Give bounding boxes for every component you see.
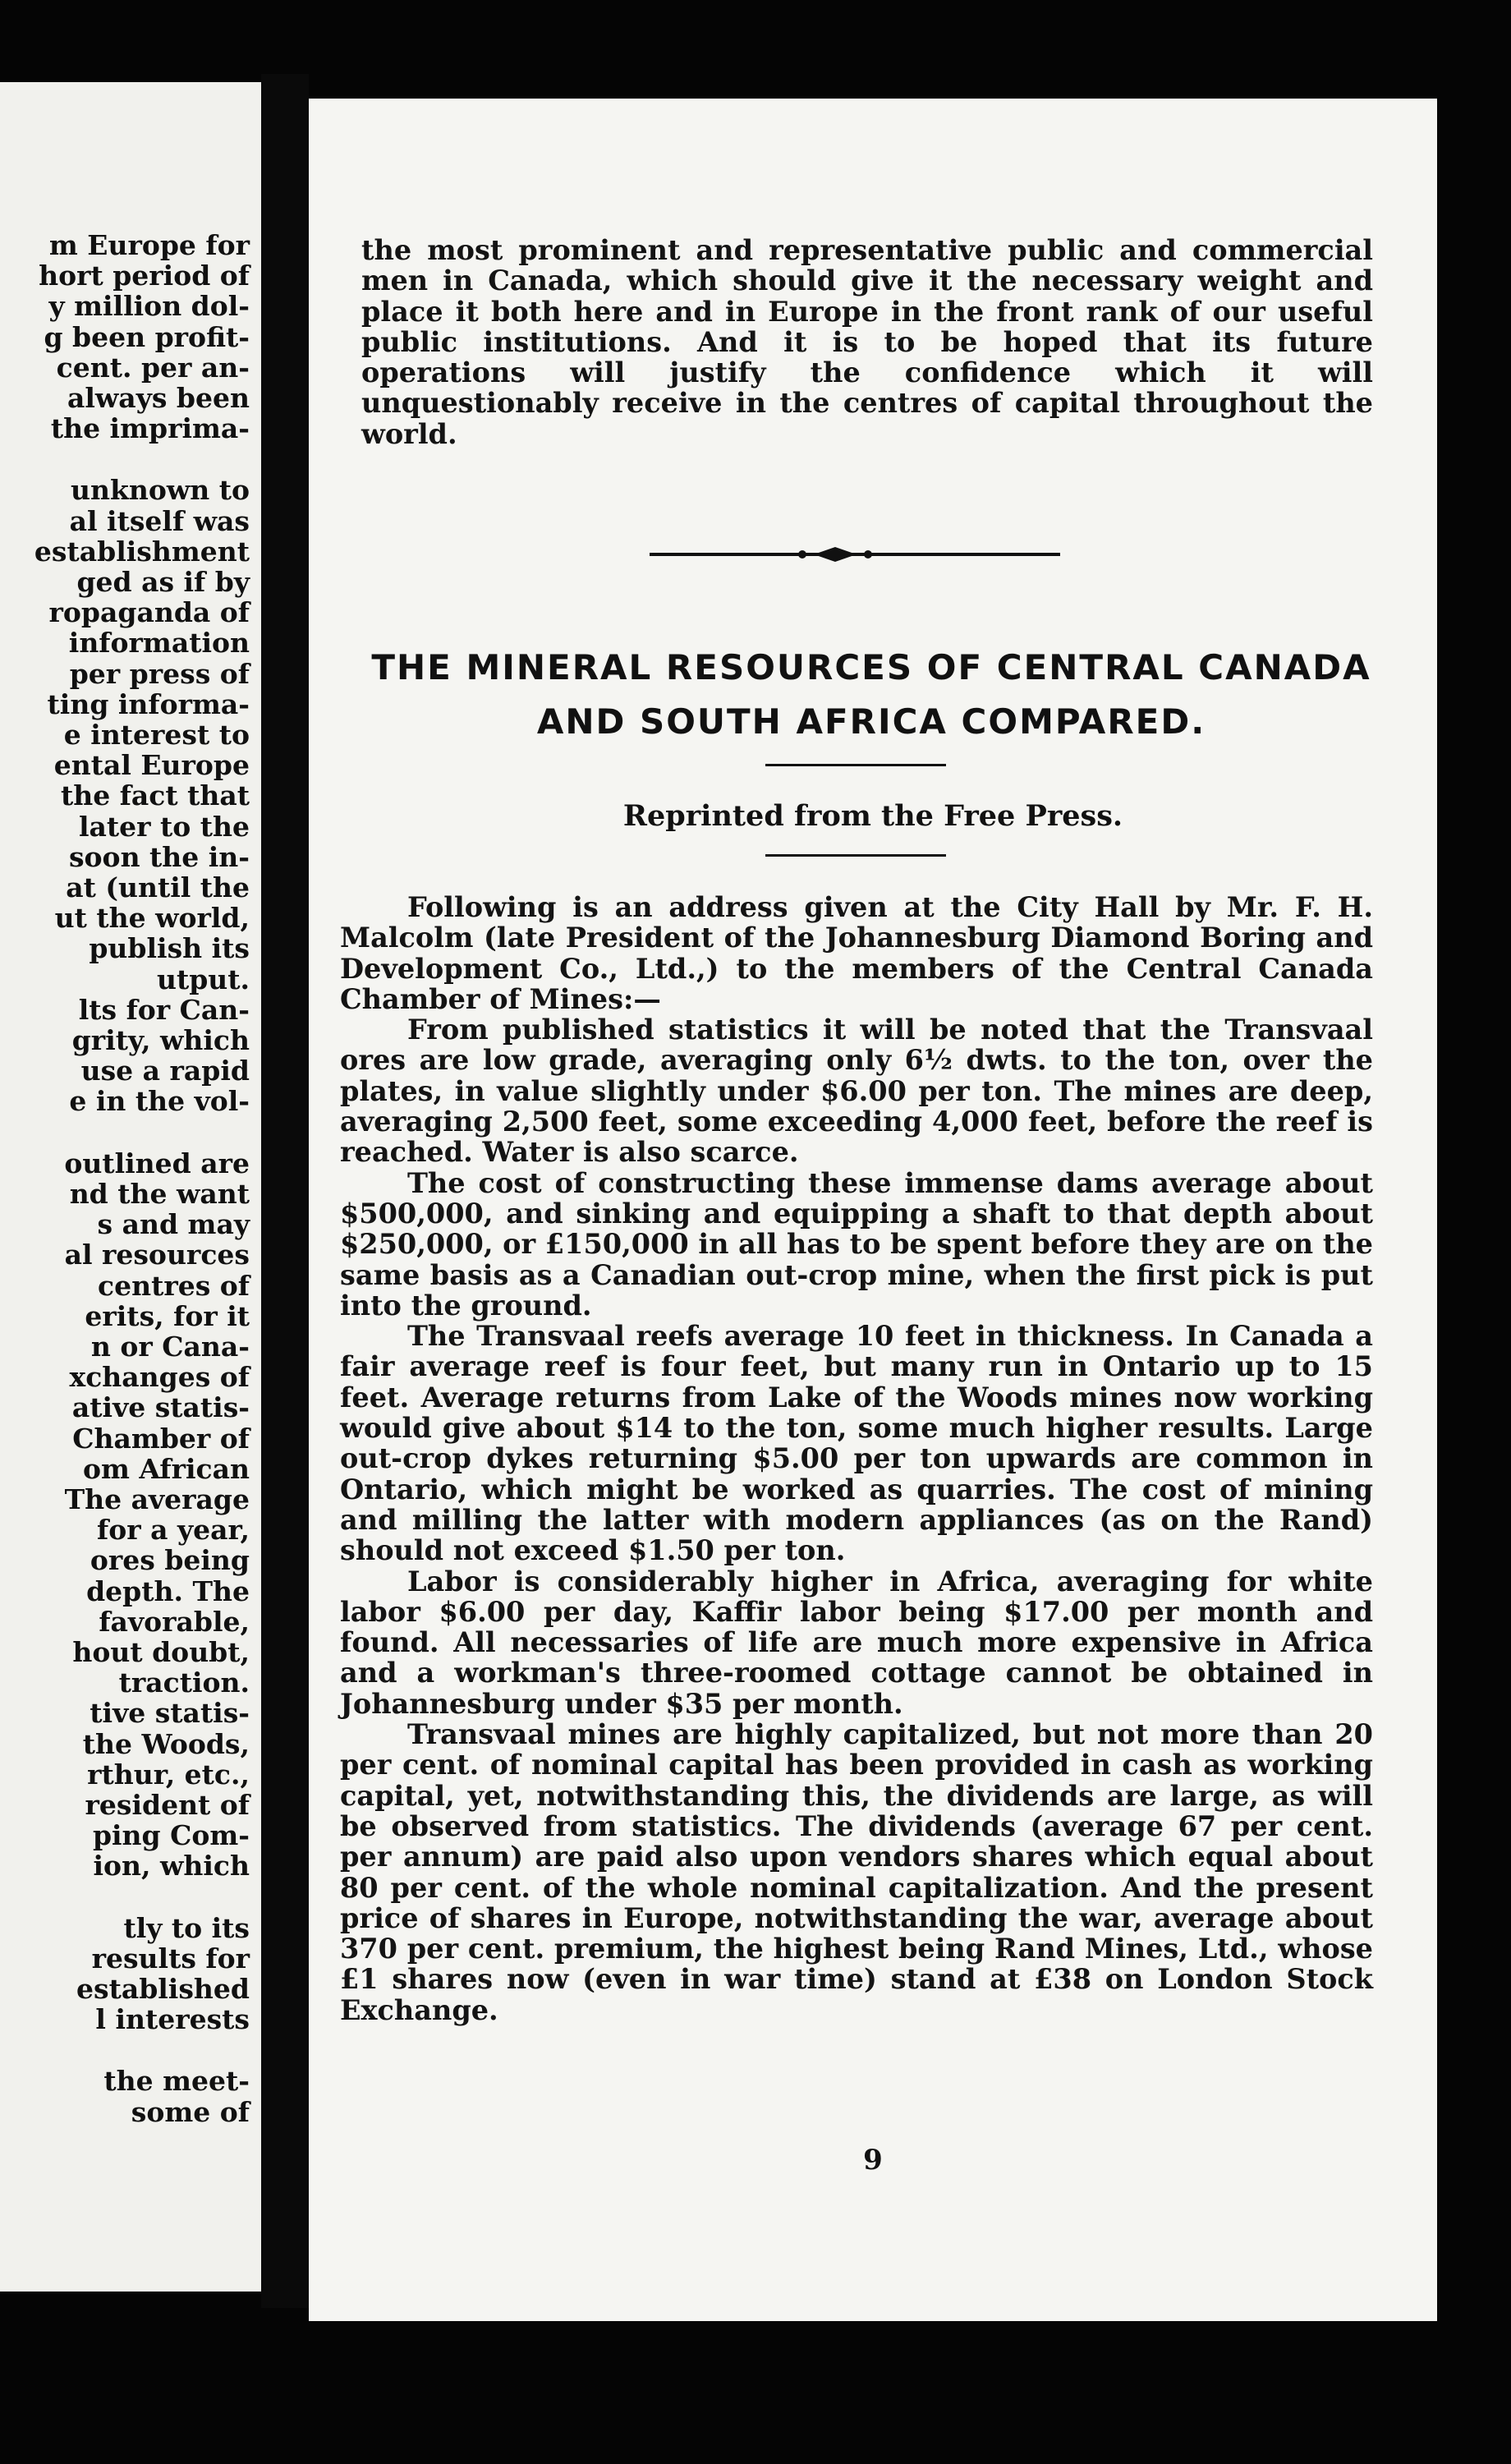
left-page-line: m Europe for (48, 229, 250, 261)
left-page-line: ged as if by (76, 566, 250, 599)
left-page-line: ting informa- (47, 687, 250, 720)
title-rule (765, 764, 946, 766)
left-page-line: at (until the (66, 871, 250, 904)
left-page-text-column (0, 230, 250, 2127)
paragraph: Transvaal mines are highly capitalized, but not more than 20 per cent. of nominal capital has been provided in cash as working capital, yet, notwithstanding this, the dividends are large, as will be observed from statistics. The dividends (average 67 per cent. per annum) are paid also upon vendors shares which equal about 80 per cent. of the whole nominal capitalization. And the present price of shares in Europe, notwithstanding the war, average about 370 per cent. premium, the highest being Rand Mines, Ltd., whose £1 shares now (even in war time) stand at £38 on London Stock Exchange. (340, 1718, 1373, 2026)
paragraph: From published statistics it will be noted that the Transvaal ores are low grade, averaging only 6½ dwts. to the ton, over the plates, in value slightly under $6.00 per ton. The mines are deep, averaging 2,500 feet, some exceeding 4,000 feet, before the reef is reached. Water is also scarce. (340, 1014, 1373, 1169)
left-page-line: ping Com- (92, 1819, 250, 1852)
left-page-line: established (76, 1972, 250, 2005)
left-page-line: the Woods, (82, 1727, 250, 1760)
left-page-line: om African (82, 1452, 250, 1485)
left-page-line: publish its (89, 932, 250, 965)
book-gutter (261, 74, 309, 2308)
left-page-line: for a year, (97, 1514, 250, 1547)
left-page-line: xchanges of (69, 1361, 250, 1394)
left-lines-e (0, 2066, 250, 2126)
left-page-line: ental Europe (53, 749, 250, 782)
paragraph: Labor is considerably higher in Africa, averaging for white labor $6.00 per day, Kaffir labor being $17.00 per month and found. All necessaries of life are much more expensive in Africa and a workman's three-roomed cottage cannot be obtained in Johannesburg under $35 per month. (340, 1565, 1373, 1720)
left-page-line: l interests (95, 2003, 250, 2036)
left-page-line: results for (91, 1942, 250, 1974)
left-page-line: The average (64, 1483, 250, 1515)
left-page-line: hort period of (39, 260, 250, 292)
left-page-line: ores being (90, 1544, 250, 1577)
paragraph: The Transvaal reefs average 10 feet in thickness. In Canada a fair average reef is four feet, but many run in Ontario up to 15 feet. Average returns from Lake of the Woods mines now working would give about $14 to the ton, some much higher results. Large out-crop dykes returning $5.00 per ton upwards are common in Ontario, which might be worked as quarries. The cost of mining and milling the latter with modern appliances (as on the Rand) should not exceed $1.50 per ton. (340, 1320, 1373, 1567)
ornament-divider (650, 542, 1060, 567)
left-page-line: ative statis- (71, 1391, 250, 1424)
right-page (309, 99, 1437, 2321)
paragraph: Following is an address given at the City Hall by Mr. F. H. Malcolm (late President of the Johannesburg Diamond Boring and Development Co., Ltd.,) to the members of the Central Canada Chamber of Mines:— (340, 891, 1373, 1015)
left-page-line: al resources (64, 1239, 250, 1271)
left-page-line: resident of (85, 1788, 250, 1821)
left-page-line: s and may (97, 1208, 250, 1241)
left-page-line: depth. The (86, 1574, 250, 1607)
left-page-line: the meet- (103, 2065, 250, 2098)
left-lines-a (0, 230, 250, 444)
left-page-line: y million dol- (48, 290, 250, 323)
left-page-line: tly to its (123, 1911, 250, 1944)
article-title (350, 641, 1393, 749)
left-lines-c (0, 1148, 250, 1882)
left-page-line: lts for Can- (78, 993, 250, 1026)
left-page-line: rthur, etc., (87, 1758, 250, 1791)
left-page (0, 82, 261, 2292)
left-page-line: soon the in- (68, 840, 250, 873)
article-title-line-2: AND SOUTH AFRICA COMPARED. (536, 701, 1206, 742)
paragraph: The cost of constructing these immense dams average about $500,000, and sinking and equipping a shaft to that depth about $250,000, or £150,000 in all has to be spent before they are on the same basis as a Canadian out-crop mine, when the first pick is put into the ground. (340, 1166, 1373, 1322)
left-page-line: ion, which (93, 1850, 250, 1882)
article-title-line-1: THE MINERAL RESOURCES OF CENTRAL CANADA (371, 647, 1371, 687)
left-page-line: g been profit- (44, 320, 250, 353)
left-lines-d (0, 1913, 250, 2035)
left-page-line: favorable, (99, 1605, 250, 1638)
left-page-line: Chamber of (72, 1422, 250, 1455)
left-page-line: tive statis- (90, 1697, 250, 1730)
left-page-line: unknown to (71, 474, 250, 507)
left-page-line: some of (131, 2095, 250, 2128)
left-page-line: traction. (118, 1666, 250, 1699)
left-page-line: the imprima- (50, 412, 250, 445)
left-page-line: utput. (156, 963, 250, 995)
left-page-line: ut the world, (54, 902, 250, 935)
article-subtitle: Reprinted from the Free Press. (622, 799, 1123, 833)
left-page-line: always been (67, 382, 250, 415)
article-body (340, 892, 1373, 2025)
left-page-line: use a rapid (80, 1055, 250, 1087)
left-page-line: outlined are (64, 1147, 250, 1179)
left-page-line: per press of (69, 657, 250, 690)
left-page-line: establishment (34, 535, 250, 568)
subtitle-rule (765, 854, 946, 857)
left-page-line: e interest to (63, 719, 250, 752)
left-page-line: the fact that (61, 779, 250, 812)
left-page-line: n or Cana- (90, 1330, 250, 1363)
intro-paragraph: the most prominent and representative public and commercial men in Canada, which should give it the necessary weight and place it both here and in Europe in the front rank of our useful public institutions. And it is to be hoped that its future operations will justify the confidence which it will unquestionably receive in the centres of capital throughout the world. (361, 234, 1373, 450)
left-page-line: later to the (78, 810, 250, 843)
left-page-line: al itself was (69, 504, 250, 537)
left-page-line: grity, which (71, 1024, 250, 1057)
left-page-line: nd the want (69, 1177, 250, 1210)
left-page-line: ropaganda of (48, 596, 250, 629)
left-page-line: information (68, 627, 250, 660)
left-page-line: cent. per an- (56, 351, 250, 384)
page-number: 9 (863, 2144, 883, 2177)
left-page-line: hout doubt, (72, 1635, 250, 1668)
left-page-line: erits, for it (85, 1299, 250, 1332)
left-page-line: centres of (98, 1269, 250, 1302)
left-lines-b (0, 475, 250, 1116)
left-page-line: e in the vol- (69, 1085, 250, 1118)
